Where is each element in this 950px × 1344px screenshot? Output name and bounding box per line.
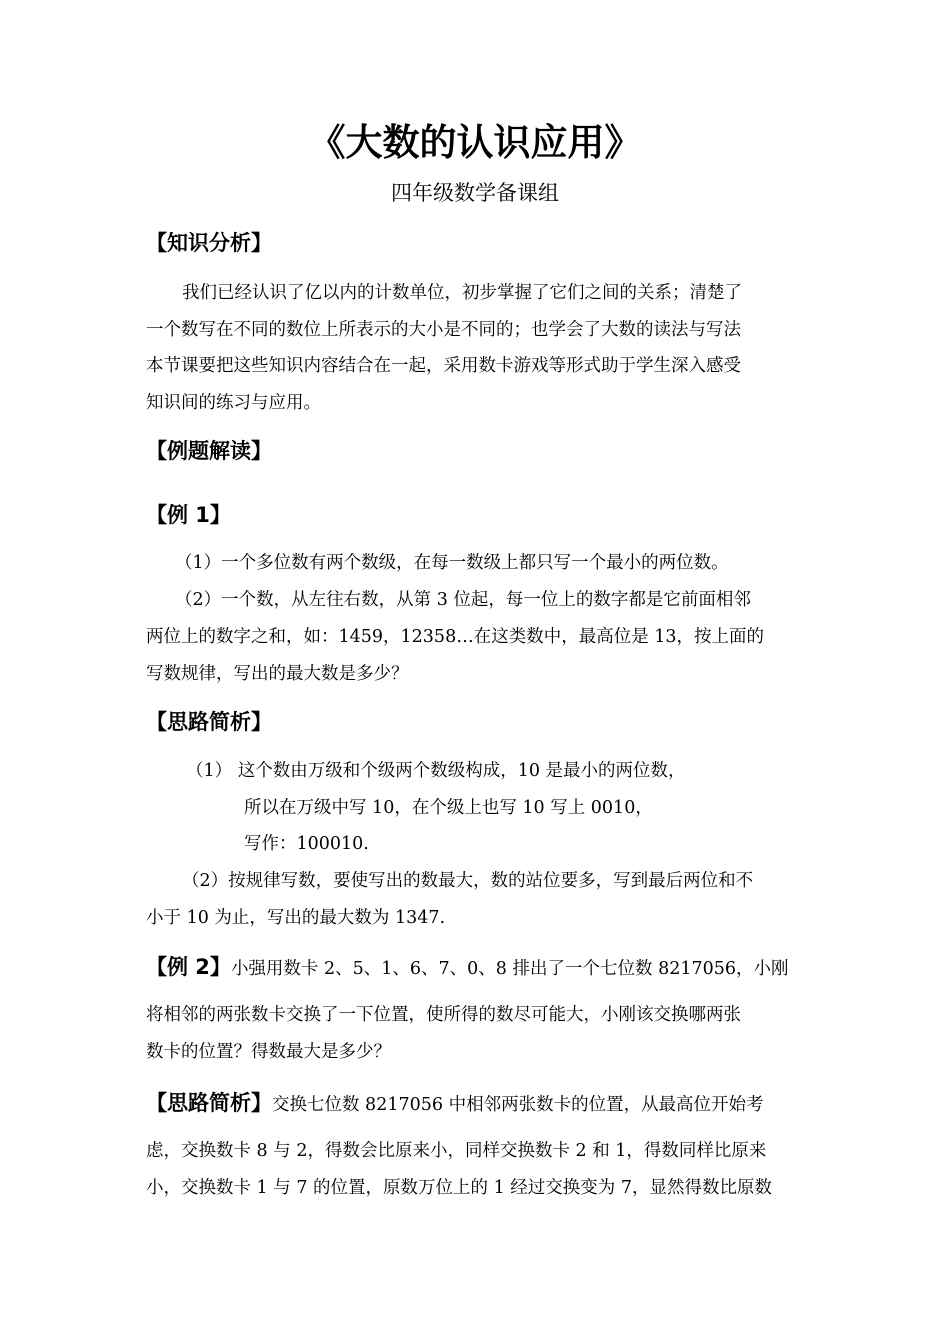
example-1-heading: 【例 1】 <box>146 503 231 527</box>
example-interpretation-heading: 【例题解读】 <box>146 439 272 463</box>
document-subtitle: 四年级数学备课组 <box>391 181 559 205</box>
paragraph-line: （1）一个多位数有两个数级，在每一数级上都只写一个最小的两位数。 <box>175 553 729 573</box>
paragraph-line: 知识间的练习与应用。 <box>146 393 321 413</box>
solution-analysis-heading-2: 【思路简析】 <box>146 1091 272 1115</box>
example-2-heading: 【例 2】 <box>146 955 231 979</box>
paragraph-line: （2）一个数，从左往右数，从第 3 位起，每一位上的数字都是它前面相邻 <box>175 590 751 610</box>
paragraph-line: 本节课要把这些知识内容结合在一起，采用数卡游戏等形式助于学生深入感受 <box>146 356 741 376</box>
paragraph-line: 数卡的位置？得数最大是多少？ <box>146 1042 391 1062</box>
analysis-2-paragraph <box>146 1090 764 1118</box>
paragraph-line: 写作：100010. <box>244 834 369 854</box>
paragraph-line: 写数规律，写出的最大数是多少？ <box>146 664 409 684</box>
paragraph-line: 将相邻的两张数卡交换了一下位置，使所得的数尽可能大，小刚该交换哪两张 <box>146 1005 741 1025</box>
paragraph-line: 一个数写在不同的数位上所表示的大小是不同的；也学会了大数的读法与写法 <box>146 320 741 340</box>
knowledge-analysis-heading: 【知识分析】 <box>146 231 272 255</box>
paragraph-line: （1） 这个数由万级和个级两个数级构成，10 是最小的两位数， <box>186 761 686 781</box>
paragraph-line: 小于 10 为止，写出的最大数为 1347. <box>146 908 446 928</box>
paragraph-line: 虑，交换数卡 8 与 2，得数会比原来小，同样交换数卡 2 和 1，得数同样比原来 <box>146 1141 767 1161</box>
paragraph-line: 交换七位数 8217056 中相邻两张数卡的位置，从最高位开始考 <box>272 1095 764 1115</box>
document-title: 《大数的认识应用》 <box>308 121 642 164</box>
paragraph-line: 小，交换数卡 1 与 7 的位置，原数万位上的 1 经过交换变为 7，显然得数比原数 <box>146 1178 772 1198</box>
paragraph-line: 两位上的数字之和，如：1459，12358…在这类数中，最高位是 13，按上面的 <box>146 627 765 647</box>
example-2-paragraph <box>146 954 789 982</box>
paragraph-line: 所以在万级中写 10，在个级上也写 10 写上 0010， <box>244 798 653 818</box>
solution-analysis-heading: 【思路简析】 <box>146 710 272 734</box>
paragraph-line: 小强用数卡 2、5、1、6、7、0、8 排出了一个七位数 8217056，小刚 <box>230 959 789 979</box>
paragraph-line: （2）按规律写数，要使写出的数最大，数的站位要多，写到最后两位和不 <box>182 871 754 891</box>
paragraph-line: 我们已经认识了亿以内的计数单位，初步掌握了它们之间的关系；清楚了 <box>182 283 742 303</box>
